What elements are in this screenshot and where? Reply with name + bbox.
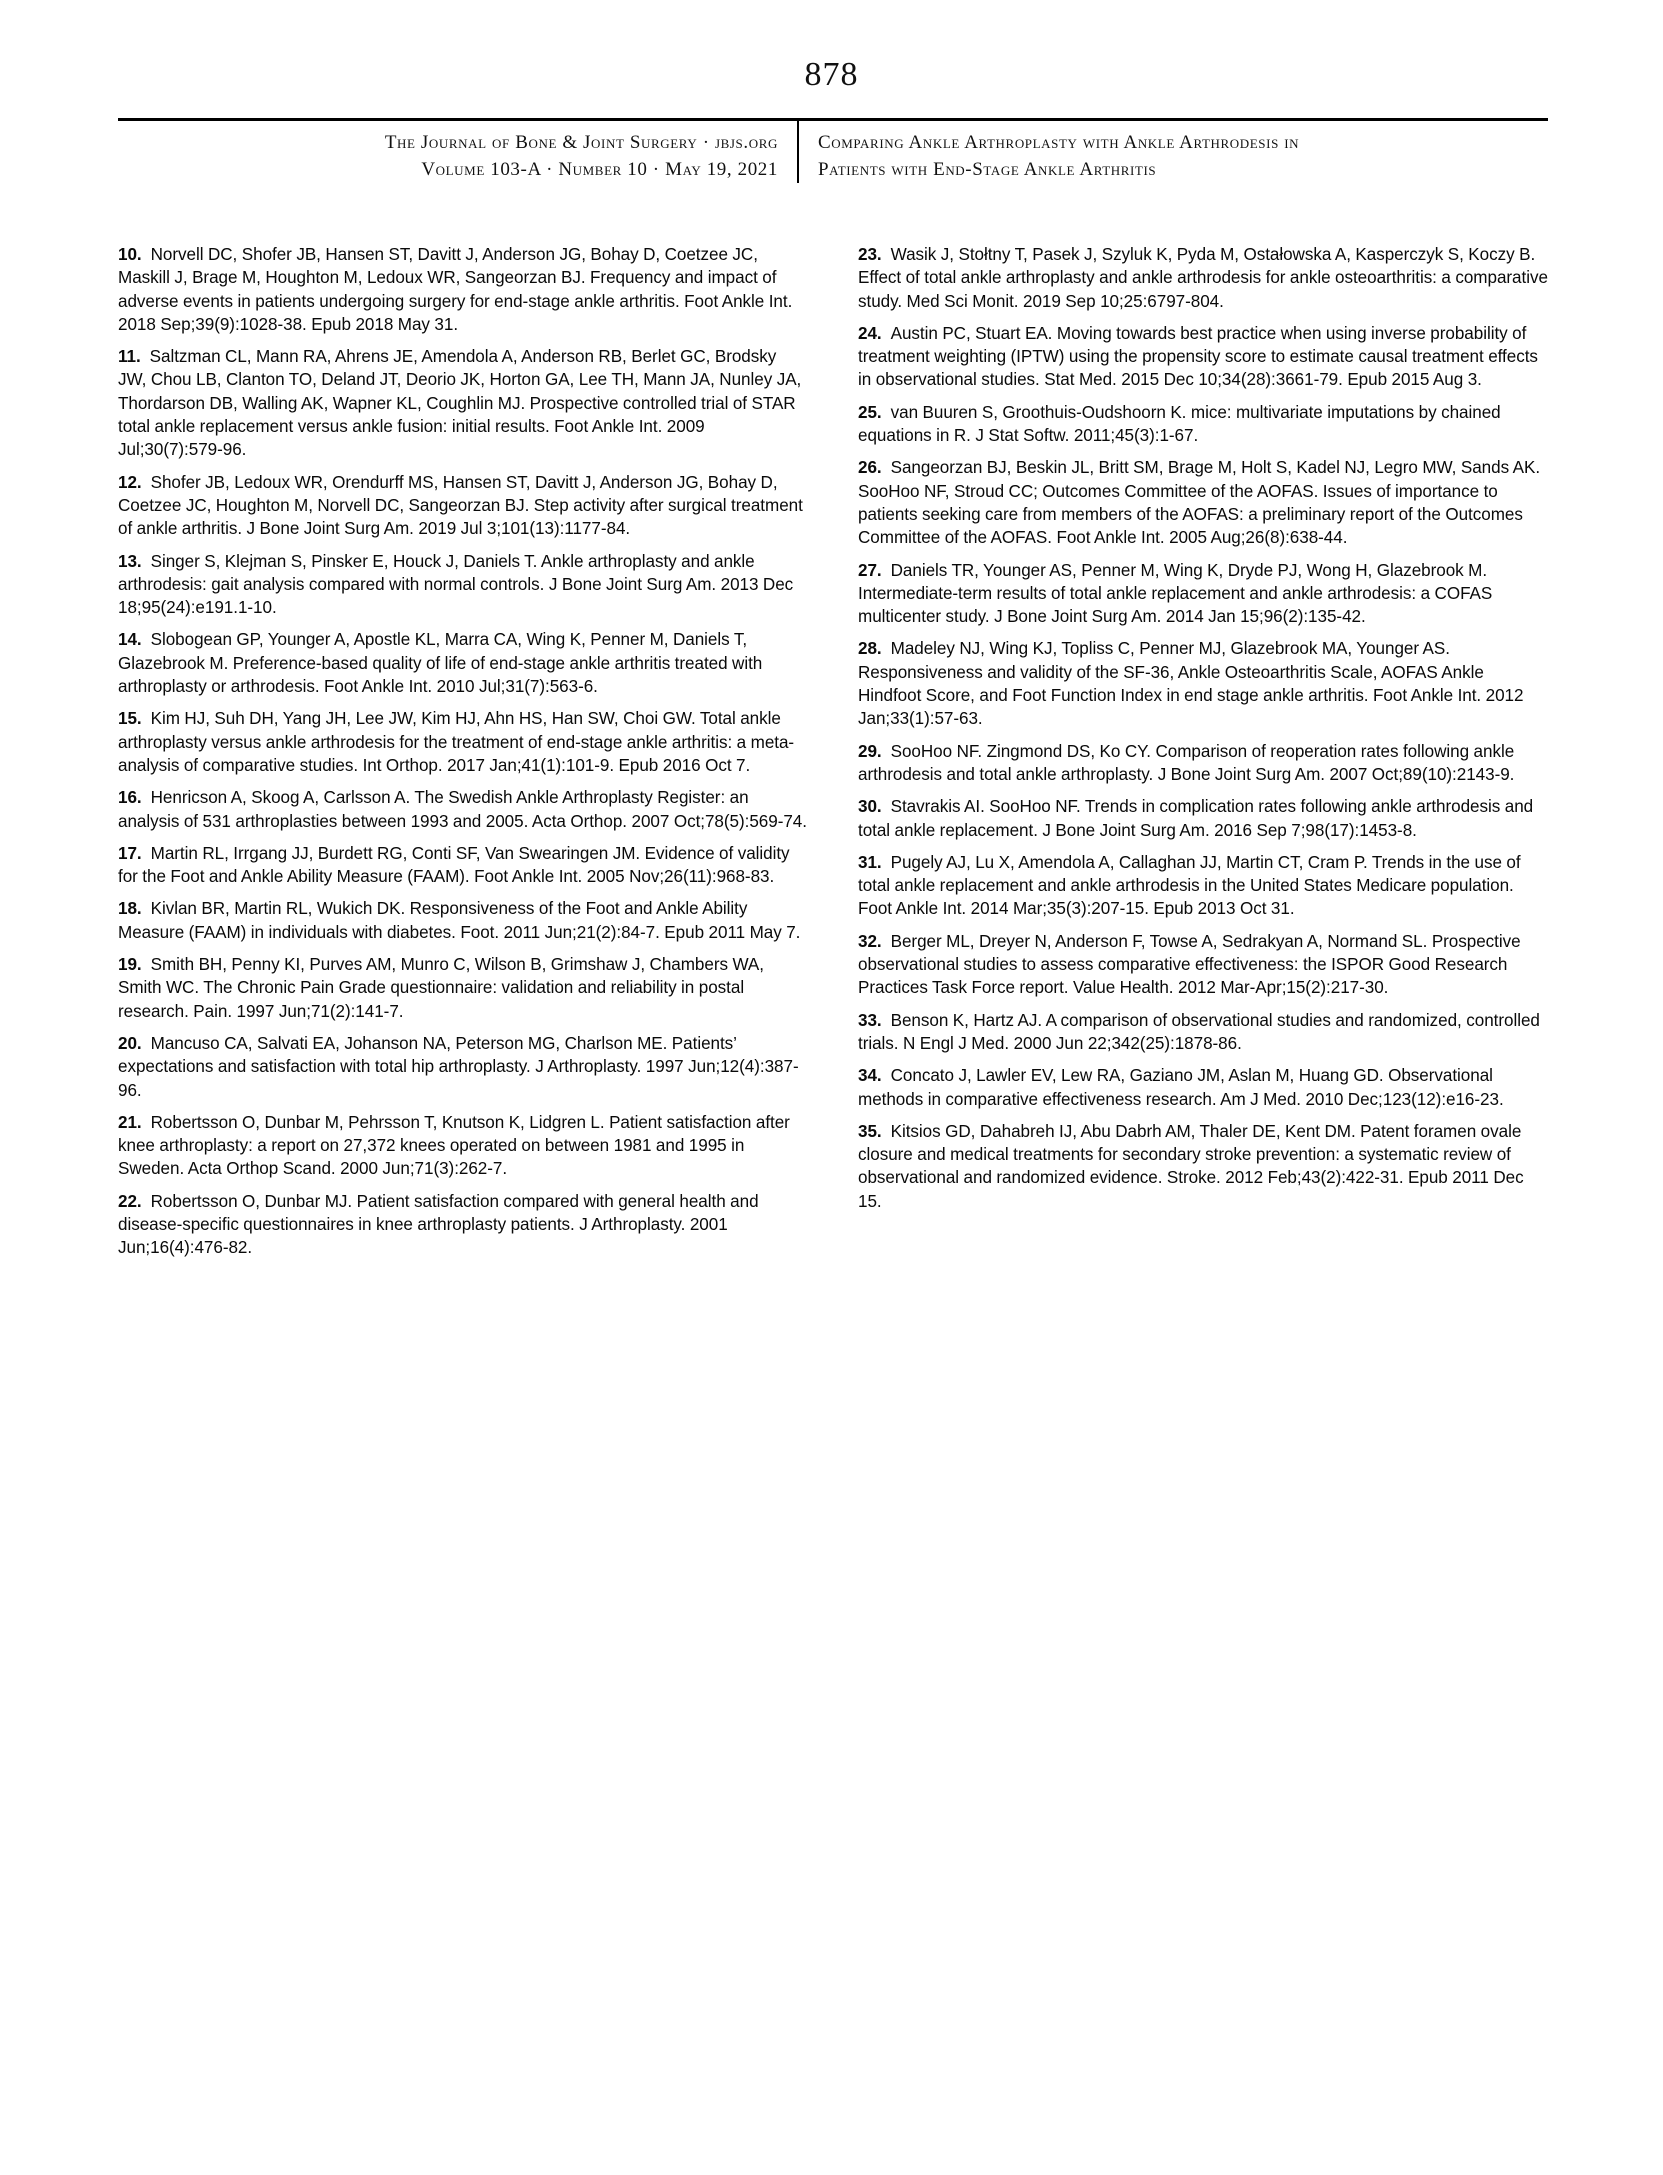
reference-entry — [118, 1190, 808, 1260]
reference-entry — [118, 345, 808, 461]
reference-text: Wasik J, Stołtny T, Pasek J, Szyluk K, Pyda M, Ostałowska A, Kasperczyk S, Koczy B. Effect of total ankle arthroplasty and ankle arthrodesis for ankle osteoarthritis: a comparative study. Med Sci Monit. 2019 Sep 10;25:6797-804. — [858, 245, 1548, 311]
reference-number: 29. — [858, 741, 882, 761]
reference-number: 27. — [858, 560, 882, 580]
article-title-line1: Comparing Ankle Arthroplasty with Ankle Arthrodesis in — [818, 132, 1300, 153]
reference-entry — [118, 707, 808, 777]
reference-entry — [118, 842, 808, 889]
reference-text: Berger ML, Dreyer N, Anderson F, Towse A, Sedrakyan A, Normand SL. Prospective observational studies to assess comparative effectiveness: the ISPOR Good Research Practices Task Force report. Value Health. 2012 Mar-Apr;15(2):217-30. — [858, 931, 1521, 998]
reference-column-left — [118, 243, 808, 1269]
reference-number: 24. — [858, 323, 882, 343]
reference-text: Henricson A, Skoog A, Carlsson A. The Swedish Ankle Arthroplasty Register: an analysis of 531 arthroplasties between 1993 and 2005. Acta Orthop. 2007 Oct;78(5):569-74. — [118, 788, 807, 831]
running-head — [118, 129, 1548, 183]
reference-entry — [858, 1009, 1548, 1056]
reference-number: 10. — [118, 245, 142, 264]
reference-entry — [118, 471, 808, 541]
reference-text: Smith BH, Penny KI, Purves AM, Munro C, Wilson B, Grimshaw J, Chambers WA, Smith WC. The Chronic Pain Grade questionnaire: validation and reliability in postal research. Pain. 1997 Jun;71(2):141-7. — [118, 955, 764, 1021]
reference-text: Austin PC, Stuart EA. Moving towards best practice when using inverse probability of treatment weighting (IPTW) using the propensity score to estimate causal treatment effects in observational studies. Stat Med. 2015 Dec 10;34(28):3661-79. Epub 2015 Aug 3. — [858, 323, 1538, 390]
reference-text: Robertsson O, Dunbar M, Pehrsson T, Knutson K, Lidgren L. Patient satisfaction after knee arthroplasty: a report on 27,372 knees operated on between 1981 and 1995 in Sweden. Acta Orthop Scand. 2000 Jun;71(3):262-7. — [118, 1112, 790, 1179]
volume-issue-date: Volume 103-A · Number 10 · May 19, 2021 — [421, 159, 778, 180]
reference-text: Saltzman CL, Mann RA, Ahrens JE, Amendola A, Anderson RB, Berlet GC, Brodsky JW, Chou LB, Clanton TO, Deland JT, Deorio JK, Horton GA, Lee TH, Mann JA, Nunley JA, Thordarson DB, Walling AK, Wapner KL, Coughlin MJ. Prospective controlled trial of STAR total ankle replacement versus ankle fusion: initial results. Foot Ankle Int. 2009 Jul;30(7):579-96. — [118, 347, 802, 460]
journal-title: The Journal of Bone & Joint Surgery · jbjs.org — [384, 132, 778, 153]
running-head-divider — [797, 121, 799, 183]
reference-text: Norvell DC, Shofer JB, Hansen ST, Davitt J, Anderson JG, Bohay D, Coetzee JC, Maskill J, Brage M, Houghton M, Ledoux WR, Sangeorzan BJ. Frequency and impact of adverse events in patients undergoing surgery for end-stage ankle arthritis. Foot Ankle Int. 2018 Sep;39(9):1028-38. Epub 2018 May 31. — [118, 245, 793, 334]
reference-text: Robertsson O, Dunbar MJ. Patient satisfaction compared with general health and disease-specific questionnaires in knee arthroplasty patients. J Arthroplasty. 2001 Jun;16(4):476-82. — [118, 1191, 759, 1258]
reference-number: 20. — [118, 1033, 142, 1053]
header-rule — [118, 118, 1548, 121]
article-title-line2: Patients with End-Stage Ankle Arthritis — [818, 159, 1157, 180]
reference-text: Kim HJ, Suh DH, Yang JH, Lee JW, Kim HJ, Ahn HS, Han SW, Choi GW. Total ankle arthroplasty versus ankle arthrodesis for the treatment of end-stage ankle arthritis: a meta-analysis of comparative studies. Int Orthop. 2017 Jan;41(1):101-9. Epub 2016 Oct 7. — [118, 709, 795, 775]
reference-entry — [118, 550, 808, 620]
reference-text: Kitsios GD, Dahabreh IJ, Abu Dabrh AM, Thaler DE, Kent DM. Patent foramen ovale closure and medical treatments for secondary stroke prevention: a systematic review of observational and randomized evidence. Stroke. 2012 Feb;43(2):422-31. Epub 2011 Dec 15. — [858, 1121, 1524, 1211]
reference-entry — [858, 637, 1548, 730]
reference-entry — [858, 795, 1548, 842]
reference-number: 21. — [118, 1112, 142, 1132]
reference-entry — [118, 897, 808, 944]
reference-text: Benson K, Hartz AJ. A comparison of observational studies and randomized, controlled trials. N Engl J Med. 2000 Jun 22;342(25):1878-86. — [858, 1010, 1540, 1053]
reference-number: 13. — [118, 551, 142, 571]
reference-text: Concato J, Lawler EV, Lew RA, Gaziano JM, Aslan M, Huang GD. Observational methods in comparative effectiveness research. Am J Med. 2010 Dec;123(12):e16-23. — [858, 1066, 1504, 1109]
page-number: 878 — [804, 56, 859, 93]
reference-text: Pugely AJ, Lu X, Amendola A, Callaghan JJ, Martin CT, Cram P. Trends in the use of total ankle replacement and ankle arthrodesis in the United States Medicare population. Foot Ankle Int. 2014 Mar;35(3):207-15. Epub 2013 Oct 31. — [858, 852, 1521, 919]
reference-text: Shofer JB, Ledoux WR, Orendurff MS, Hansen ST, Davitt J, Anderson JG, Bohay D, Coetzee JC, Houghton M, Norvell DC, Sangeorzan BJ. Step activity after surgical treatment of ankle arthritis. J Bone Joint Surg Am. 2019 Jul 3;101(13):1177-84. — [118, 472, 803, 539]
running-head-right — [818, 129, 1548, 183]
reference-number: 31. — [858, 852, 882, 872]
reference-text: Madeley NJ, Wing KJ, Topliss C, Penner MJ, Glazebrook MA, Younger AS. Responsiveness and validity of the SF-36, Ankle Osteoarthritis Scale, AOFAS Ankle Hindfoot Score, and Foot Function Index in end stage ankle arthritis. Foot Ankle Int. 2012 Jan;33(1):57-63. — [858, 639, 1524, 729]
reference-number: 25. — [858, 402, 882, 422]
reference-entry — [858, 740, 1548, 787]
reference-entry — [118, 1032, 808, 1102]
reference-entry — [858, 456, 1548, 549]
reference-number: 34. — [858, 1066, 882, 1086]
reference-number: 26. — [858, 458, 882, 478]
reference-number: 28. — [858, 639, 882, 659]
reference-entry — [118, 243, 808, 336]
reference-entry — [118, 628, 808, 698]
reference-number: 18. — [118, 899, 142, 919]
reference-number: 33. — [858, 1010, 882, 1030]
reference-number: 19. — [118, 955, 142, 975]
reference-number: 14. — [118, 630, 142, 650]
reference-text: SooHoo NF. Zingmond DS, Ko CY. Comparison of reoperation rates following ankle arthrodesis and total ankle arthroplasty. J Bone Joint Surg Am. 2007 Oct;89(10):2143-9. — [858, 741, 1515, 784]
reference-entry — [858, 851, 1548, 921]
reference-entry — [858, 401, 1548, 448]
reference-entry — [118, 1111, 808, 1181]
reference-number: 35. — [858, 1121, 882, 1141]
reference-entry — [858, 559, 1548, 629]
reference-text: Stavrakis AI. SooHoo NF. Trends in complication rates following ankle arthrodesis and total ankle replacement. J Bone Joint Surg Am. 2016 Sep 7;98(17):1453-8. — [858, 797, 1534, 840]
reference-text: Sangeorzan BJ, Beskin JL, Britt SM, Brage M, Holt S, Kadel NJ, Legro MW, Sands AK. SooHoo NF, Stroud CC; Outcomes Committee of the AOFAS. Issues of importance to patients seeking care from members of the AOFAS: a preliminary report of the Outcomes Committee of the AOFAS. Foot Ankle Int. 2005 Aug;26(8):638-44. — [858, 458, 1541, 548]
reference-number: 32. — [858, 931, 882, 951]
reference-text: Kivlan BR, Martin RL, Wukich DK. Responsiveness of the Foot and Ankle Ability Measure (FAAM) in individuals with diabetes. Foot. 2011 Jun;21(2):84-7. Epub 2011 May 7. — [118, 899, 801, 942]
reference-entry — [858, 322, 1548, 392]
reference-text: Martin RL, Irrgang JJ, Burdett RG, Conti SF, Van Swearingen JM. Evidence of validity for the Foot and Ankle Ability Measure (FAAM). Foot Ankle Int. 2005 Nov;26(11):968-83. — [118, 843, 790, 887]
reference-text: Daniels TR, Younger AS, Penner M, Wing K, Dryde PJ, Wong H, Glazebrook M. Intermediate-term results of total ankle replacement and ankle arthrodesis: a COFAS multicenter study. J Bone Joint Surg Am. 2014 Jan 15;96(2):135-42. — [858, 560, 1493, 627]
running-head-left — [118, 129, 778, 183]
reference-column-right — [858, 243, 1548, 1222]
reference-number: 30. — [858, 797, 882, 817]
reference-text: Singer S, Klejman S, Pinsker E, Houck J, Daniels T. Ankle arthroplasty and ankle arthrodesis: gait analysis compared with normal controls. J Bone Joint Surg Am. 2013 Dec 18;95(24):e191.1-10. — [118, 551, 794, 618]
reference-number: 16. — [118, 788, 142, 808]
reference-number: 22. — [118, 1191, 142, 1211]
reference-entry — [118, 786, 808, 833]
reference-number: 15. — [118, 709, 142, 729]
reference-entry — [118, 953, 808, 1023]
reference-text: Mancuso CA, Salvati EA, Johanson NA, Peterson MG, Charlson ME. Patients’ expectations and satisfaction with total hip arthroplasty. J Arthroplasty. 1997 Jun;12(4):387-96. — [118, 1033, 799, 1100]
reference-text: van Buuren S, Groothuis-Oudshoorn K. mice: multivariate imputations by chained equations in R. J Stat Softw. 2011;45(3):1-67. — [858, 402, 1501, 446]
reference-entry — [858, 1064, 1548, 1111]
reference-entry — [858, 1120, 1548, 1213]
reference-number: 11. — [118, 347, 141, 367]
reference-number: 23. — [858, 245, 882, 264]
reference-number: 12. — [118, 472, 142, 492]
reference-number: 17. — [118, 843, 142, 863]
reference-text: Slobogean GP, Younger A, Apostle KL, Marra CA, Wing K, Penner M, Daniels T, Glazebrook M. Preference-based quality of life of end-stage ankle arthritis treated with arthroplasty or arthrodesis. Foot Ankle Int. 2010 Jul;31(7):563-6. — [118, 630, 763, 697]
reference-entry — [858, 930, 1548, 1000]
reference-entry — [858, 243, 1548, 313]
